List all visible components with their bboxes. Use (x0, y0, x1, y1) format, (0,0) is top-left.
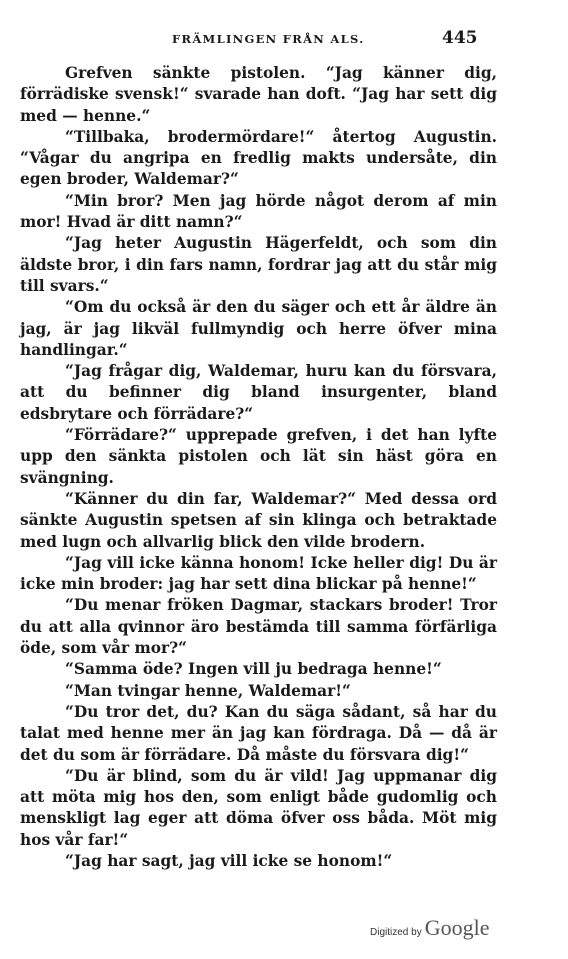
paragraph: “Du tror det, du? Kan du säga sådant, så har du talat med henne mer än jag kan fördraga. Då — då är det du som är förrädare. Då måste du försvara dig!“ (20, 702, 497, 764)
paragraph: “Man tvingar henne, Waldemar!“ (65, 681, 351, 700)
body-text (20, 63, 497, 872)
page-header (0, 28, 568, 48)
paragraph: “Du menar fröken Dagmar, stackars broder! Tror du att alla qvinnor äro bestämda till samma förfärliga öde, som vår mor?“ (20, 596, 497, 658)
paragraph: “Jag vill icke känna honom! Icke heller dig! Du är icke min broder: jag har sett dina blickar på henne!“ (20, 553, 497, 594)
running-title: FRÄMLINGEN FRÅN ALS. (172, 32, 365, 46)
paragraph: “Du är blind, som du är vild! Jag uppmanar dig att möta mig hos den, som enligt både gudomlig och menskligt lag eger att döma öfver oss båda. Möt mig hos vår far!“ (20, 766, 497, 849)
paragraph: “Förrädare?“ upprepade grefven, i det han lyfte upp den sänkta pistolen och lät sin häst göra en svängning. (20, 426, 497, 487)
paragraph: “Tillbaka, brodermördare!“ återtog Augustin. “Vågar du angripa en fredlig makts undersåte, din egen broder, Waldemar?“ (20, 127, 497, 189)
paragraph: “Jag heter Augustin Hägerfeldt, och som din äldste bror, i din fars namn, fordrar jag att du står mig till svars.“ (20, 234, 497, 295)
google-logo: Google (424, 915, 490, 940)
paragraph: “Jag har sagt, jag vill icke se honom!“ (65, 851, 393, 870)
digitized-by-google-watermark (370, 915, 489, 941)
paragraph: Grefven sänkte pistolen. “Jag känner dig, förrädiske svensk!“ svarade han doft. “Jag har sett dig med — henne.“ (20, 64, 497, 125)
paragraph: “Om du också är den du säger och ett år äldre än jag, är jag likväl fullmyndig och herre öfver mina handlingar.“ (20, 298, 497, 359)
paragraph: “Samma öde? Ingen vill ju bedraga henne!“ (65, 660, 442, 679)
paragraph: “Jag frågar dig, Waldemar, huru kan du försvara, att du befinner dig bland insurgenter, bland edsbrytare och förrädare?“ (20, 362, 497, 423)
digitized-by-label: Digitized by (370, 927, 422, 938)
paragraph: “Känner du din far, Waldemar?“ Med dessa ord sänkte Augustin spetsen af sin klinga och betraktade med lugn och allvarlig blick den vilde brodern. (20, 489, 497, 551)
paragraph: “Min bror? Men jag hörde något derom af min mor! Hvad är ditt namn?“ (20, 191, 497, 232)
page-number: 445 (442, 28, 478, 48)
